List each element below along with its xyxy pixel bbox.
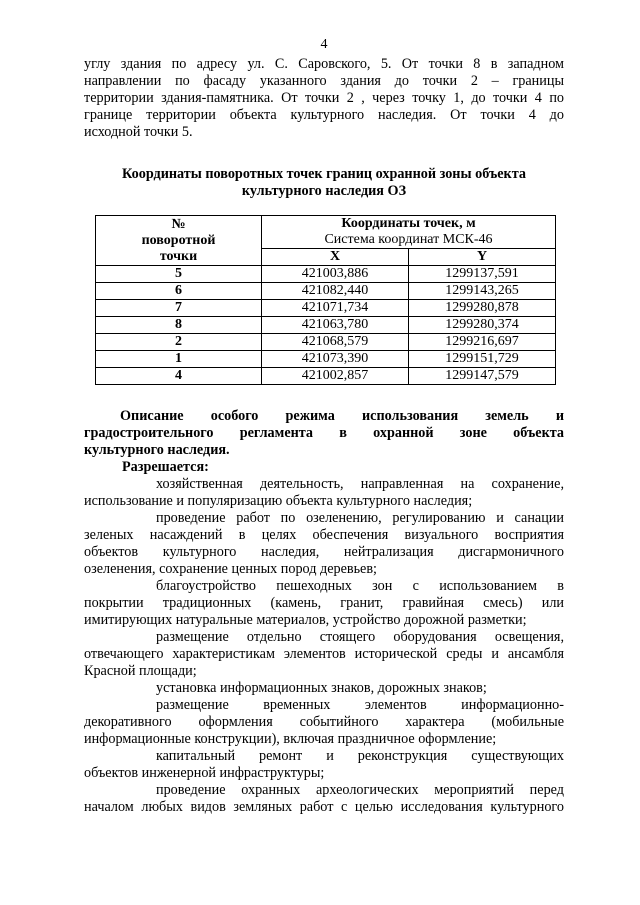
table-title-line: культурного наследия ОЗ xyxy=(241,183,407,199)
y-coordinate-cell: 1299147,579 xyxy=(409,368,556,385)
coordinates-table xyxy=(95,215,556,385)
x-coordinate-cell: 421071,734 xyxy=(262,300,409,317)
section-title-line: Описание особого режима использования земель и xyxy=(120,408,564,424)
section-title-line: градостроительного регламента в охранной зоне объекта xyxy=(84,425,564,441)
intro-line: направлении по фасаду указанного здания до точки 2 – границы xyxy=(84,73,564,89)
point-number-cell: 1 xyxy=(96,351,262,368)
allowed-item-line: зеленых насаждений в целях обеспечения визуального восприятия xyxy=(84,527,564,543)
allowed-item-line: информационные конструкции), включая праздничное оформление; xyxy=(84,731,497,747)
y-coordinate-cell: 1299280,374 xyxy=(409,317,556,334)
header-coordinates: Координаты точек, м xyxy=(262,216,556,233)
intro-line: исходной точки 5. xyxy=(84,124,193,140)
y-coordinate-cell: 1299137,591 xyxy=(409,266,556,283)
header-x: X xyxy=(262,249,409,266)
allowed-item xyxy=(84,697,564,748)
allowed-list xyxy=(84,476,564,816)
y-coordinate-cell: 1299216,697 xyxy=(409,334,556,351)
table-row xyxy=(96,317,556,334)
header-text: точки xyxy=(159,248,198,264)
allowed-item xyxy=(84,680,564,697)
x-coordinate-cell: 421002,857 xyxy=(262,368,409,385)
allowed-label: Разрешается: xyxy=(122,459,209,475)
table-title xyxy=(84,166,564,200)
table-row xyxy=(96,334,556,351)
table-row xyxy=(96,283,556,300)
allowed-item-line: покрытии традиционных (камень, гранит, гравийная смесь) или xyxy=(84,595,564,611)
allowed-item-line: проведение работ по озеленению, регулированию и санации xyxy=(156,510,564,526)
x-coordinate-cell: 421068,579 xyxy=(262,334,409,351)
allowed-item-line: установка информационных знаков, дорожных знаков; xyxy=(156,680,487,696)
point-number-cell: 8 xyxy=(96,317,262,334)
table-row xyxy=(96,266,556,283)
special-regime-section xyxy=(84,408,564,816)
allowed-item-line: капитальный ремонт и реконструкция существующих xyxy=(156,748,564,764)
allowed-item-line: отвечающего характеристикам элементов исторической среды и ансамбля xyxy=(84,646,564,662)
intro-paragraph xyxy=(84,56,564,141)
table-header-row xyxy=(96,216,556,233)
allowed-item xyxy=(84,510,564,578)
allowed-item-line: объектов инженерной инфраструктуры; xyxy=(84,765,325,781)
table-row xyxy=(96,351,556,368)
y-coordinate-cell: 1299143,265 xyxy=(409,283,556,300)
header-y: Y xyxy=(409,249,556,266)
point-number-cell: 2 xyxy=(96,334,262,351)
allowed-item-line: началом любых видов земляных работ с целью исследования культурного xyxy=(84,799,564,815)
allowed-item-line: декоративного оформления событийного характера (мобильные xyxy=(84,714,564,730)
intro-line: углу здания по адресу ул. С. Саровского, 5. От точки 8 в западном xyxy=(84,56,564,72)
allowed-item-line: проведение охранных археологических мероприятий перед xyxy=(156,782,564,798)
allowed-item-line: размещение отдельно стоящего оборудования освещения, xyxy=(156,629,564,645)
intro-line: территории здания-памятника. От точки 2 , через точку 1, до точки 4 по xyxy=(84,90,564,106)
allowed-item-line: озеленения, сохранение ценных пород деревьев; xyxy=(84,561,377,577)
allowed-item-line: благоустройство пешеходных зон с использованием в xyxy=(156,578,564,594)
x-coordinate-cell: 421003,886 xyxy=(262,266,409,283)
table-row xyxy=(96,368,556,385)
x-coordinate-cell: 421082,440 xyxy=(262,283,409,300)
header-text: № xyxy=(171,216,186,232)
point-number-cell: 4 xyxy=(96,368,262,385)
point-number-cell: 7 xyxy=(96,300,262,317)
table-row xyxy=(96,300,556,317)
allowed-item-line: хозяйственная деятельность, направленная на сохранение, xyxy=(156,476,564,492)
header-point-number xyxy=(96,216,262,266)
allowed-item-line: Красной площади; xyxy=(84,663,197,679)
allowed-item xyxy=(84,476,564,510)
table-title-line: Координаты поворотных точек границ охранной зоны объекта xyxy=(122,166,526,182)
allowed-item xyxy=(84,782,564,816)
header-text: поворотной xyxy=(141,232,216,248)
allowed-item xyxy=(84,629,564,680)
y-coordinate-cell: 1299280,878 xyxy=(409,300,556,317)
allowed-item xyxy=(84,748,564,782)
page-number: 4 xyxy=(320,37,328,52)
point-number-cell: 5 xyxy=(96,266,262,283)
allowed-item-line: использование и популяризацию объекта культурного наследия; xyxy=(84,493,473,509)
header-coordinate-system: Система координат МСК-46 xyxy=(262,232,556,249)
intro-line: границе территории объекта культурного наследия. От точки 4 до xyxy=(84,107,564,123)
allowed-item-line: имитирующих натуральные материалов, устройство дорожной разметки; xyxy=(84,612,527,628)
x-coordinate-cell: 421073,390 xyxy=(262,351,409,368)
section-title-line: культурного наследия. xyxy=(84,442,230,458)
x-coordinate-cell: 421063,780 xyxy=(262,317,409,334)
y-coordinate-cell: 1299151,729 xyxy=(409,351,556,368)
point-number-cell: 6 xyxy=(96,283,262,300)
allowed-item-line: объектов культурного наследия, нейтрализация дисгармоничного xyxy=(84,544,564,560)
allowed-item-line: размещение временных элементов информационно- xyxy=(156,697,564,713)
allowed-item xyxy=(84,578,564,629)
